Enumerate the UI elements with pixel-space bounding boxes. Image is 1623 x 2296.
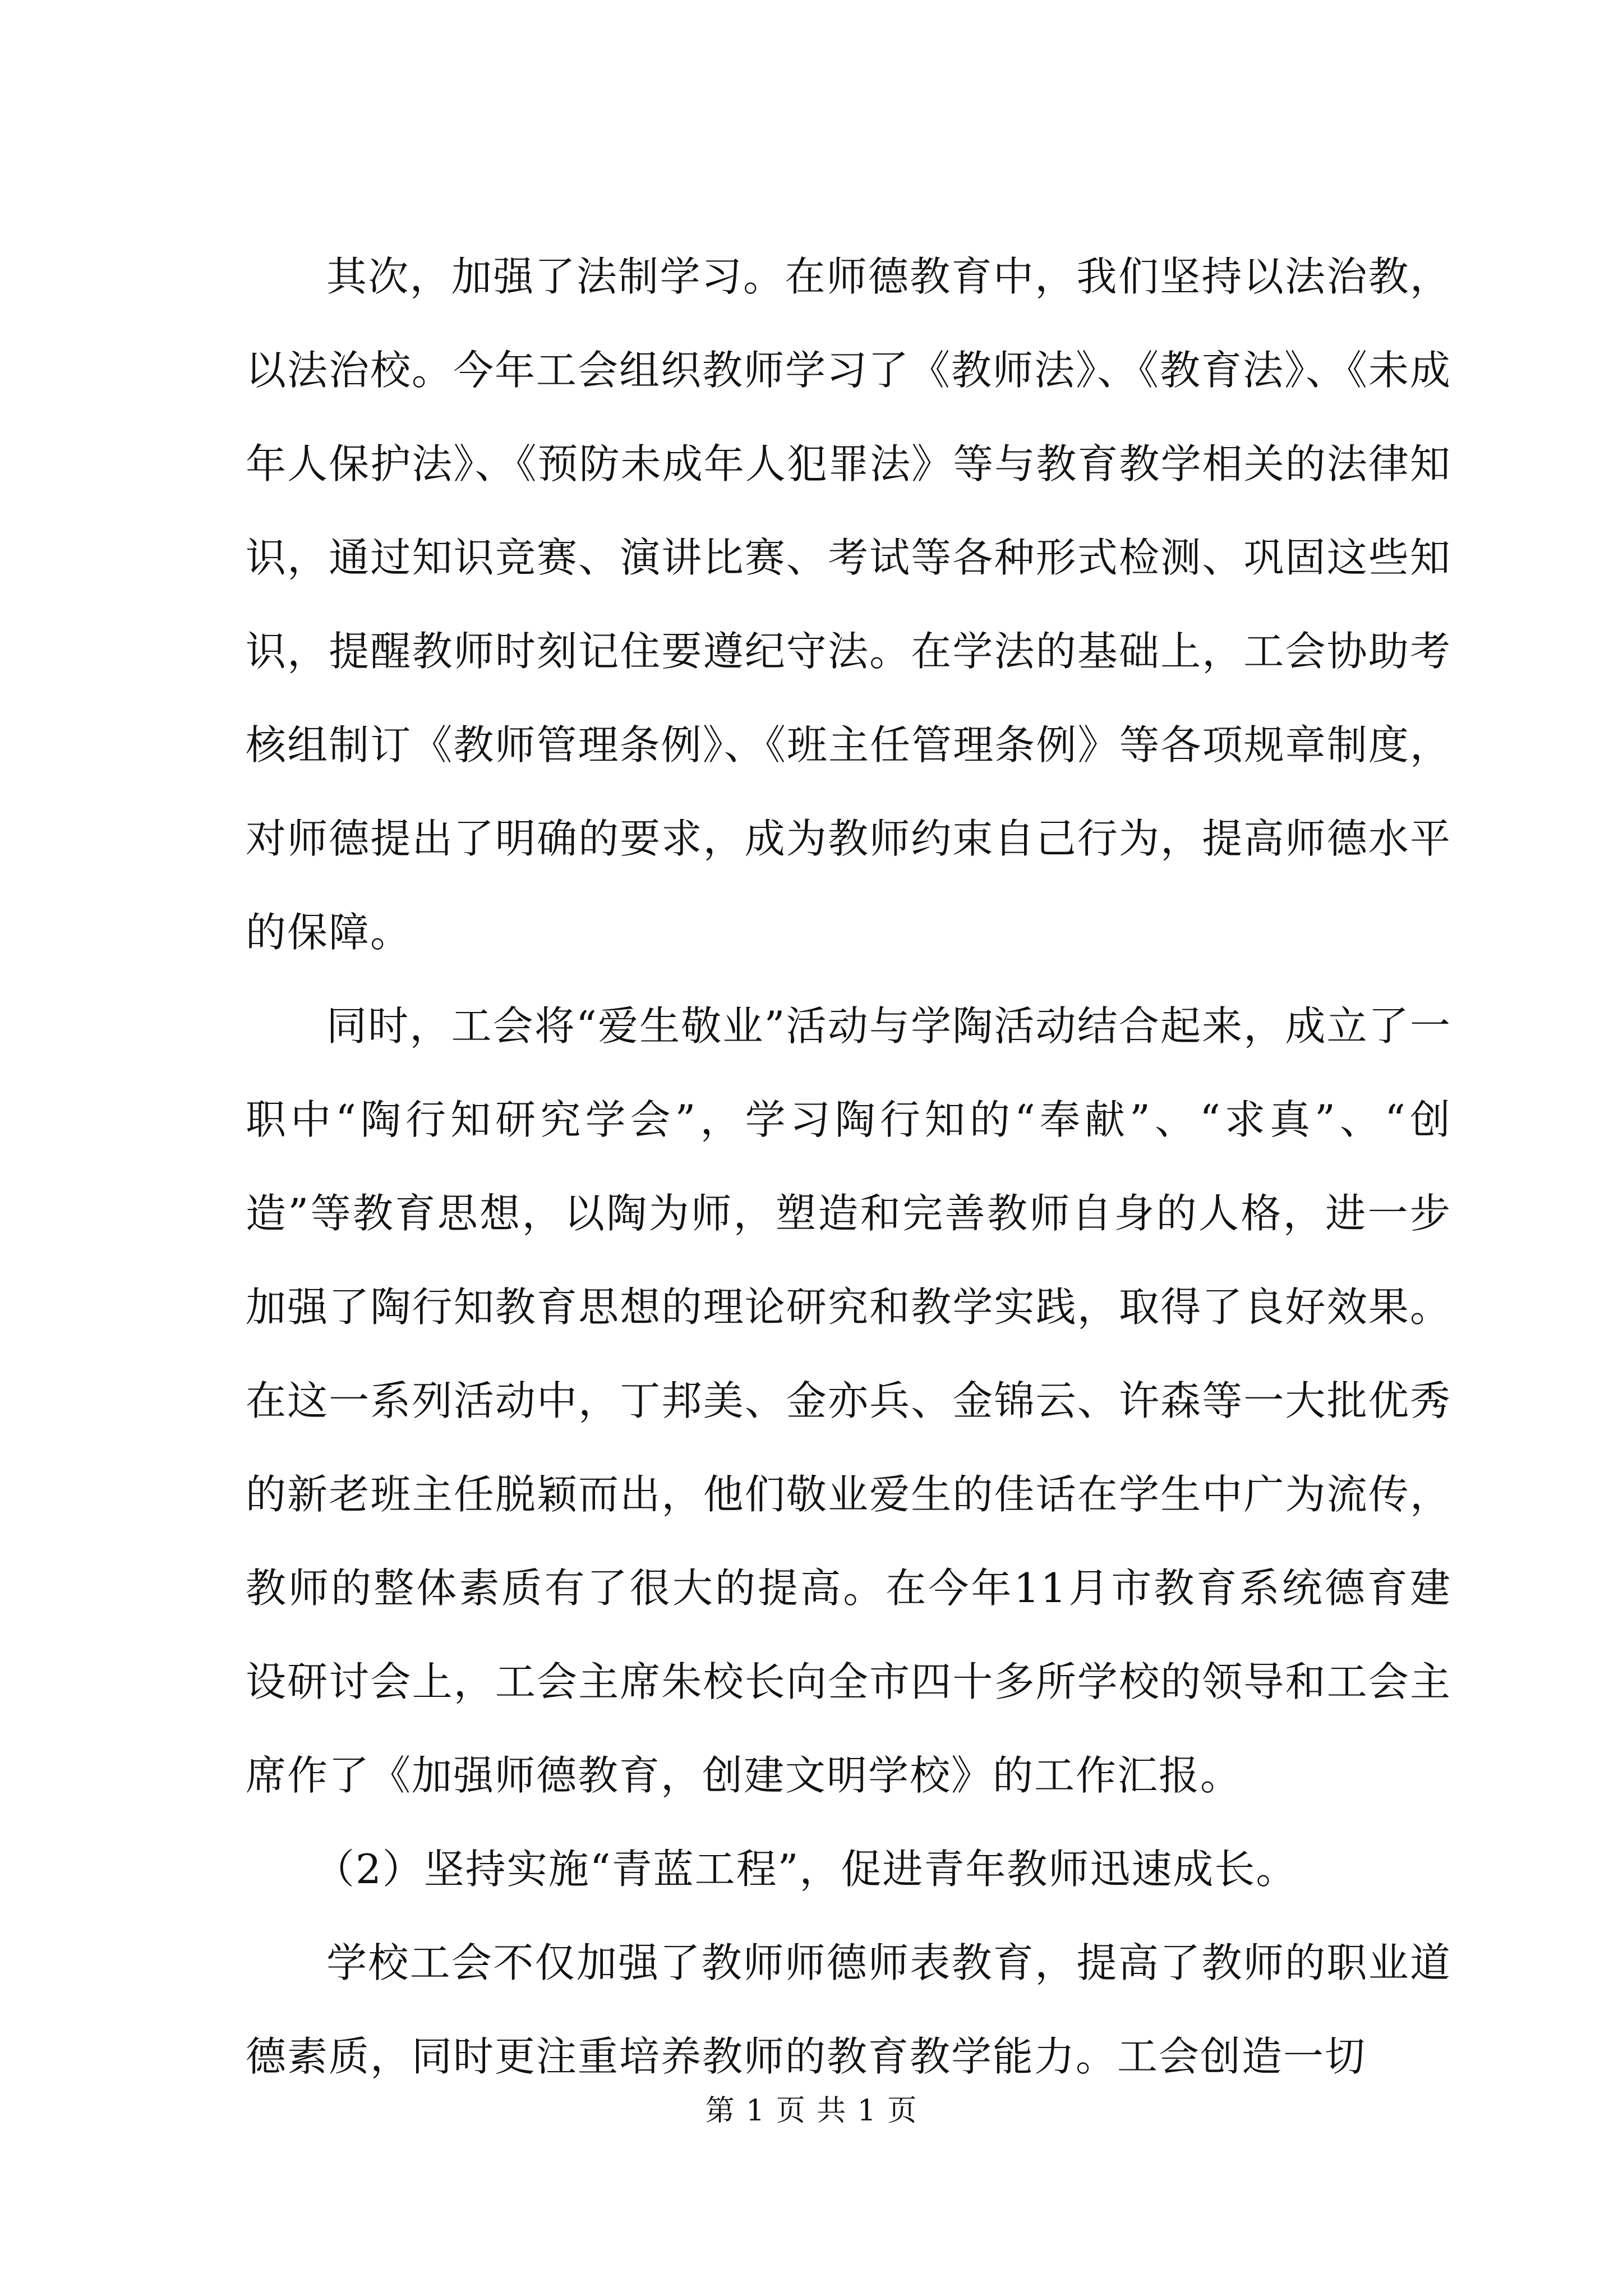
document-body xyxy=(246,230,1451,2104)
page-number-footer: 第 1 页 共 1 页 xyxy=(705,2094,918,2128)
paragraph-legal-study: 其次，加强了法制学习。在师德教育中，我们坚持以法治教，以法治校。今年工会组织教师学习了《教师法》、《教育法》、《未成年人保护法》、《预防未成年人犯罪法》等与教育教学相关的法律知识，通过知识竞赛、演讲比赛、考试等各种形式检测、巩固这些知识，提醒教师时刻记住要遵纪守法。在学法的基础上，工会协助考核组制订《教师管理条例》、《班主任管理条例》等各项规章制度，对师德提出了明确的要求，成为教师约束自己行为，提高师德水平的保障。 xyxy=(246,253,1452,956)
paragraph-teacher-training: 学校工会不仅加强了教师师德师表教育，提高了教师的职业道德素质，同时更注重培养教师的教育教学能力。工会创造一切 xyxy=(246,1939,1451,2080)
section-heading-qinglan-project: （2）坚持实施“青蓝工程”，促进青年教师迅速成长。 xyxy=(314,1846,1298,1893)
paragraph-tao-xingzhi-activities: 同时，工会将“爱生敬业”活动与学陶活动结合起来，成立了一职中“陶行知研究学会”，学习陶行知的“奉献”、“求真”、“创造”等教育思想，以陶为师，塑造和完善教师自身的人格，进一步加强了陶行知教育思想的理论研究和教学实践，取得了良好效果。在这一系列活动中，丁邦美、金亦兵、金锦云、许森等一大批优秀的新老班主任脱颖而出，他们敬业爱生的佳话在学生中广为流传，教师的整体素质有了很大的提高。在今年11月市教育系统德育建设研讨会上，工会主席朱校长向全市四十多所学校的领导和工会主席作了《加强师德教育，创建文明学校》的工作汇报。 xyxy=(246,1002,1451,1799)
